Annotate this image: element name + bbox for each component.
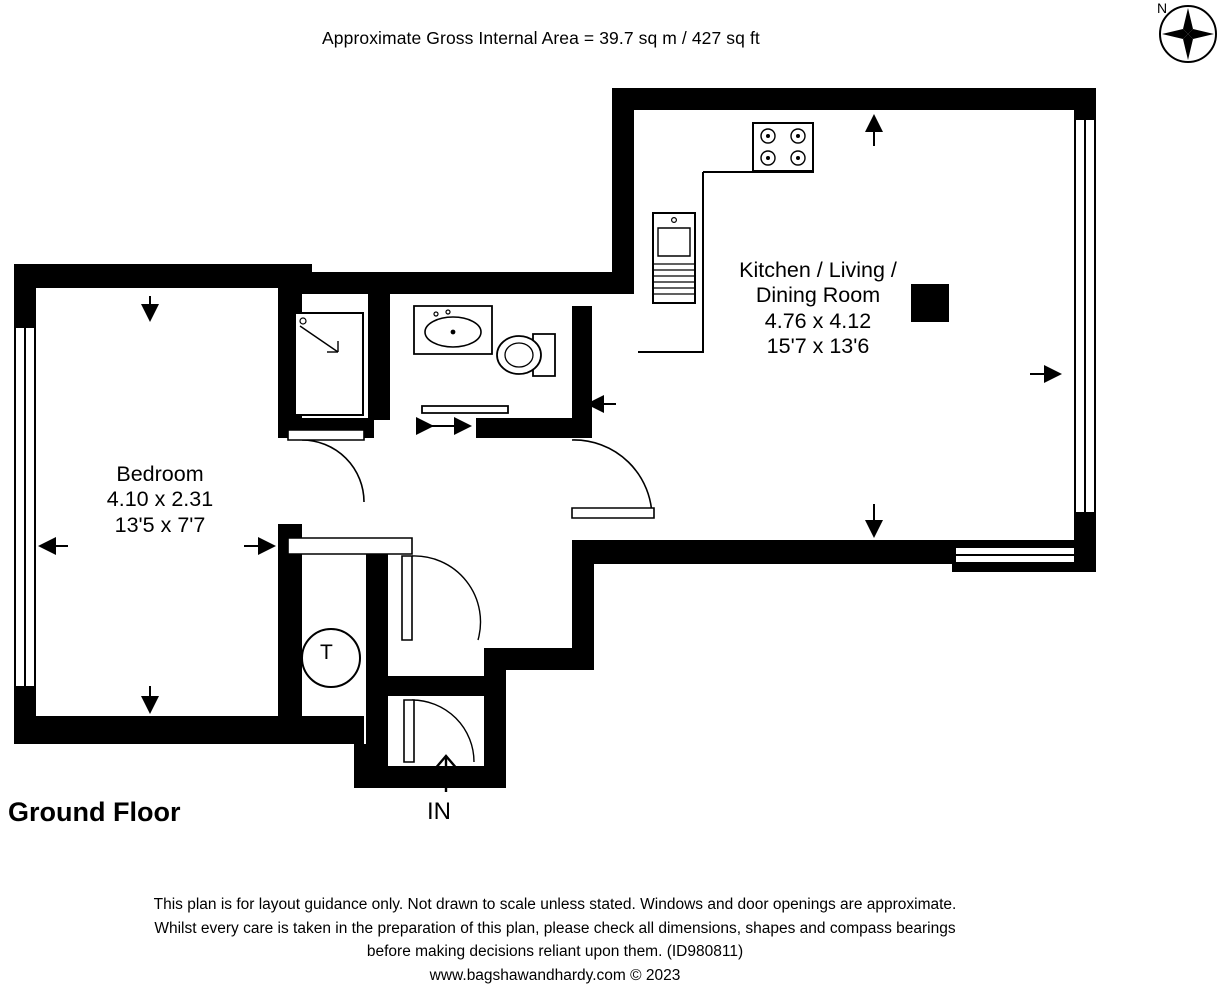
disclaimer-block	[0, 893, 1110, 987]
disclaimer-line-4: www.bagshawandhardy.com © 2023	[429, 966, 681, 984]
bedroom-name: Bedroom	[116, 462, 204, 486]
disclaimer-line-3: before making decisions reliant upon them. (ID980811)	[366, 943, 744, 961]
gross-internal-area-note: Approximate Gross Internal Area = 39.7 sq m / 427 sq ft	[322, 28, 760, 48]
bedroom-dim-imperial: 13'5 x 7'7	[114, 512, 206, 537]
floor-title: Ground Floor	[8, 797, 181, 827]
room-label-bedroom	[60, 462, 260, 538]
kitchen-name-line2: Dining Room	[755, 283, 881, 308]
kitchen-name-line1: Kitchen / Living /	[739, 258, 897, 282]
bedroom-dim-metric: 4.10 x 2.31	[106, 487, 214, 512]
kitchen-dim-imperial: 15'7 x 13'6	[766, 334, 870, 359]
compass-north-label: N	[1157, 0, 1168, 16]
disclaimer-line-1: This plan is for layout guidance only. Not drawn to scale unless stated. Windows and door openings are approximate.	[153, 896, 957, 913]
room-label-kitchen-living-dining	[703, 258, 933, 359]
tank-label: T	[320, 641, 333, 664]
disclaimer-line-2: Whilst every care is taken in the preparation of this plan, please check all dimensions, shapes and compass bearings	[154, 919, 956, 937]
kitchen-dim-metric: 4.76 x 4.12	[764, 308, 872, 333]
entrance-label: IN	[427, 798, 451, 825]
